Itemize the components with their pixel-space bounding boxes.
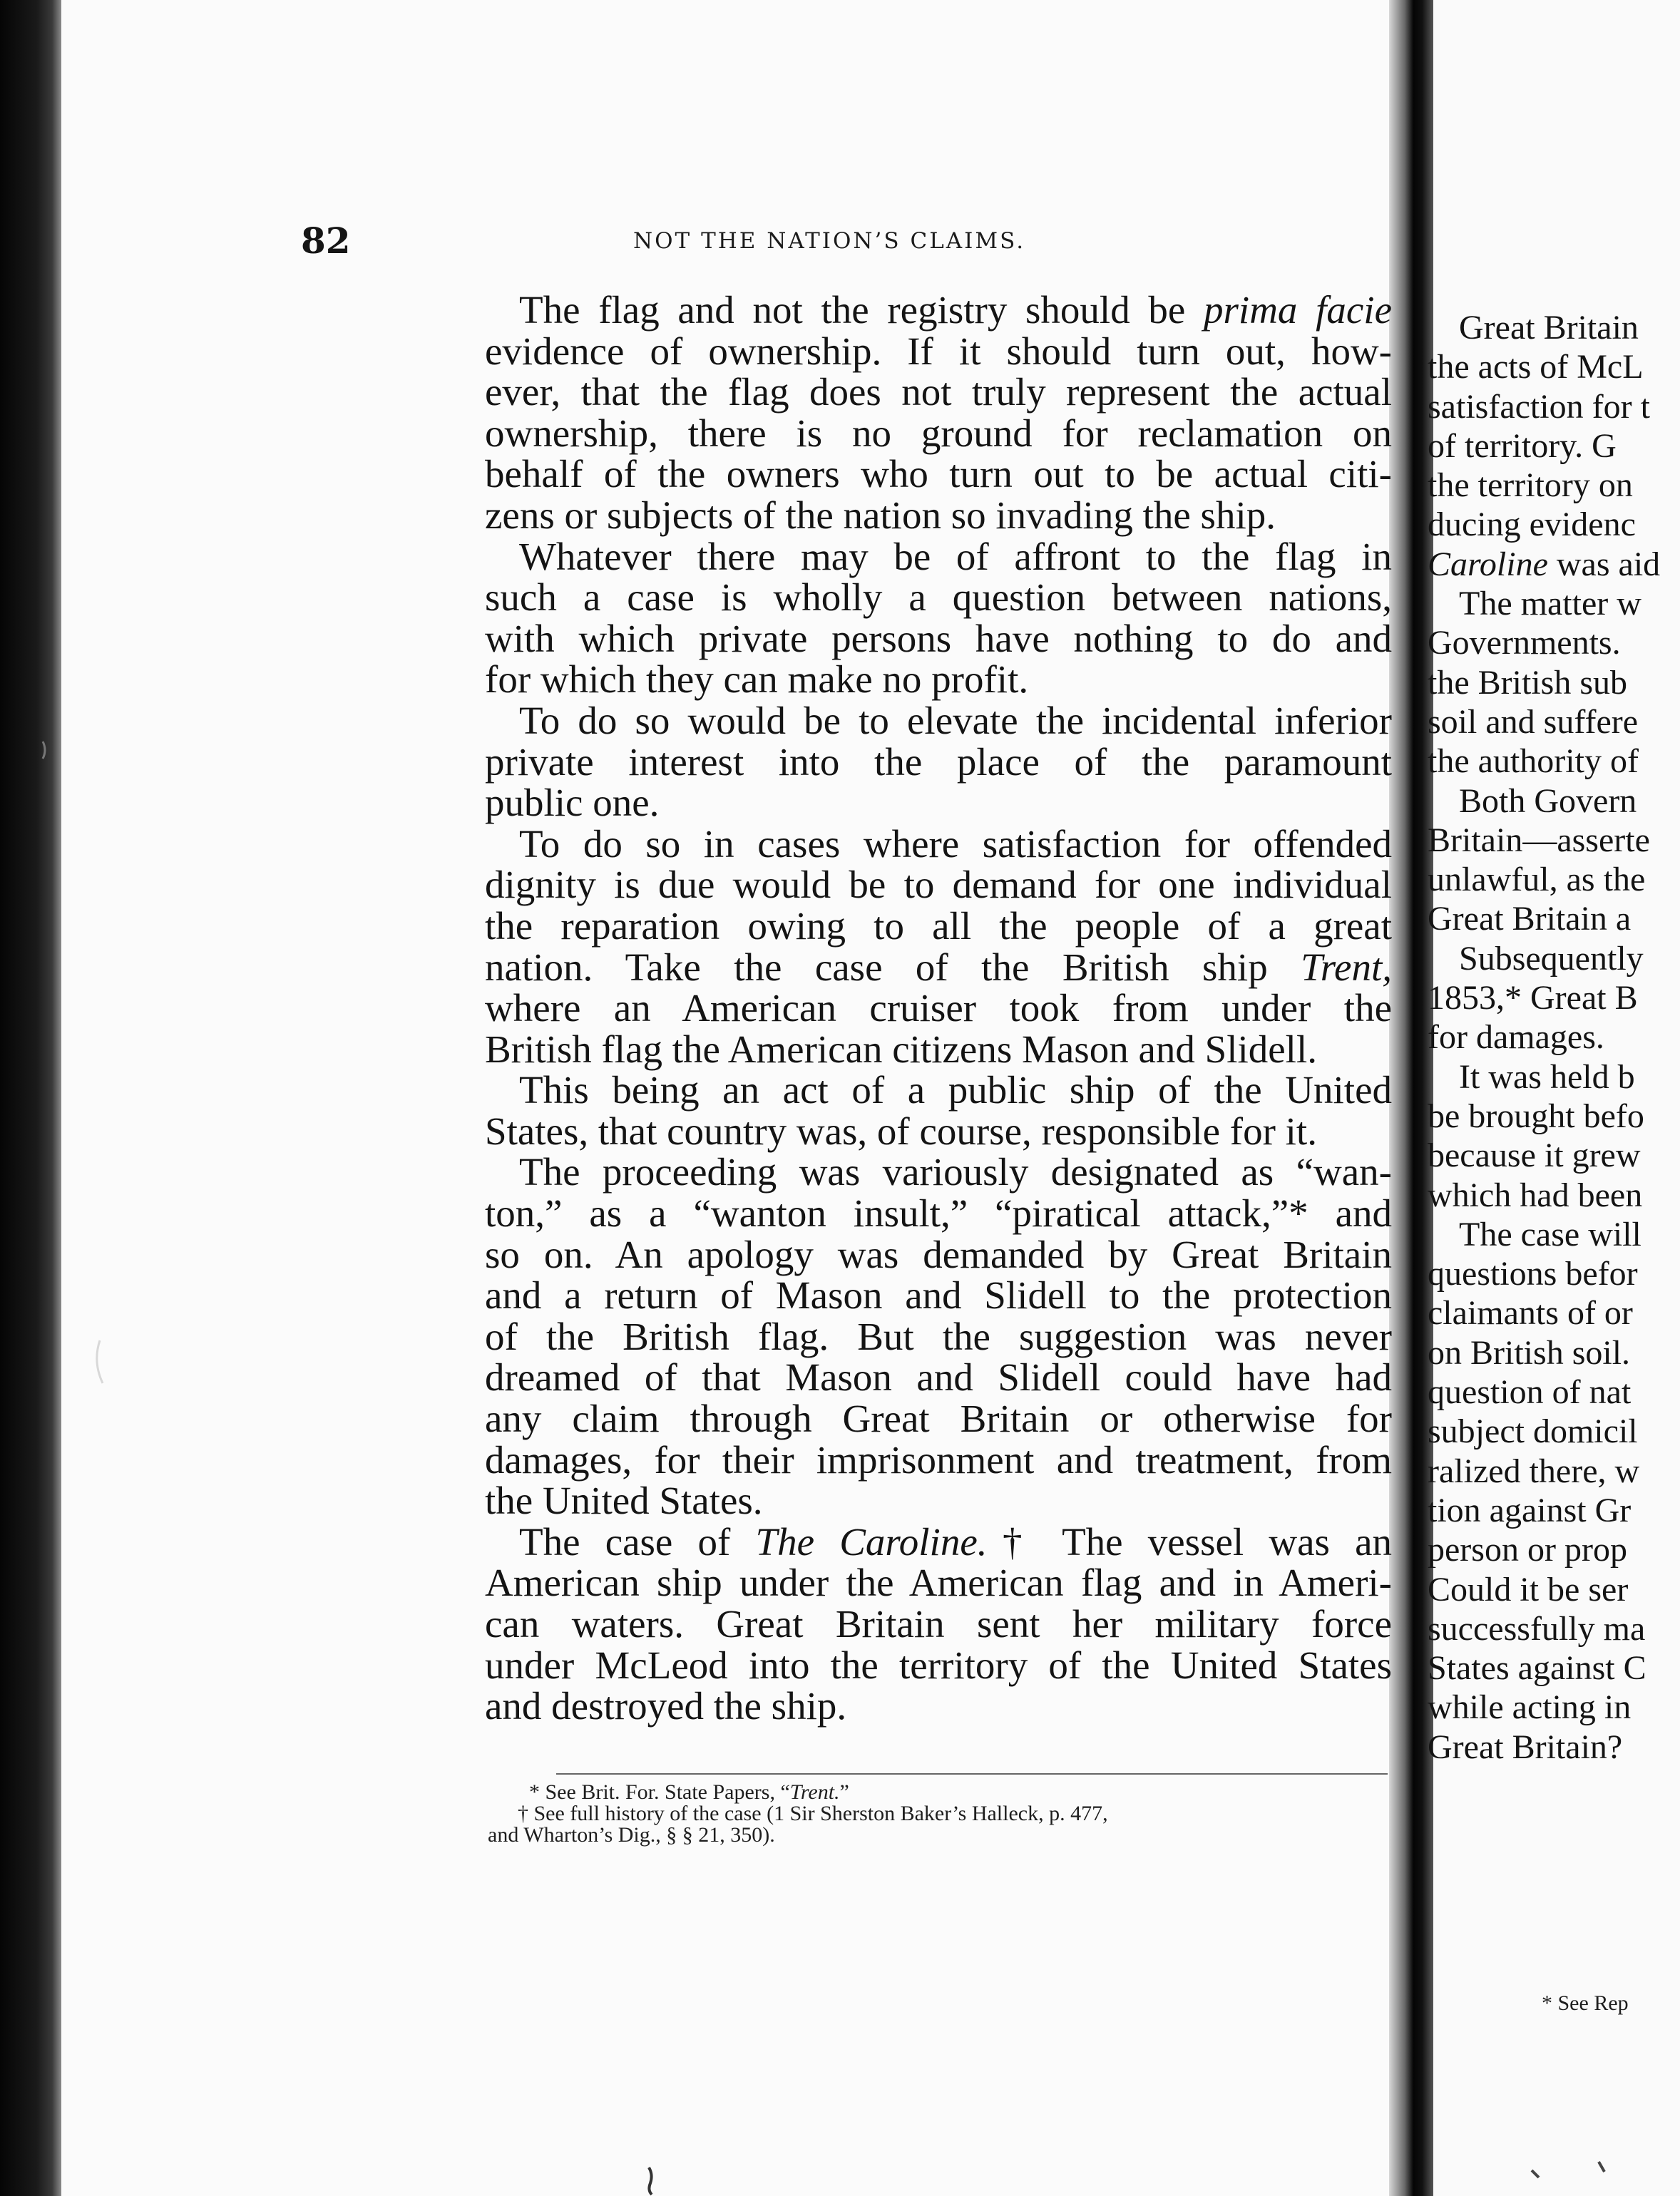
right-line <box>1428 426 1680 466</box>
page-number: 82 <box>301 220 351 262</box>
right-line <box>1428 1293 1680 1333</box>
right-line <box>1428 702 1680 742</box>
right-line-italic: Caroline <box>1428 545 1548 583</box>
right-line <box>1428 466 1680 505</box>
body-line-text: of the British flag. But the suggestion was never <box>485 1314 1392 1358</box>
right-line <box>1428 1372 1680 1412</box>
right-line-text: of territory. G <box>1428 426 1617 465</box>
body-line-text: for which they can make no profit. <box>485 657 1029 702</box>
body-line-text: nation. Take the case of the British ship <box>485 945 1301 989</box>
footnote-1 <box>488 1782 1392 1803</box>
facing-page-footnote: * See Rep <box>1542 1991 1629 2015</box>
body-line <box>485 413 1392 454</box>
right-line <box>1428 505 1680 544</box>
right-line-text: the authority of <box>1428 742 1639 781</box>
right-line <box>1428 1333 1680 1372</box>
right-line <box>1428 1254 1680 1293</box>
body-line <box>485 1193 1392 1234</box>
right-line-text: Both Govern <box>1459 781 1637 820</box>
body-line-text: ton,” as a “wanton insult,” “piratical attack,”* and <box>485 1191 1392 1236</box>
footnotes <box>488 1782 1392 1846</box>
right-line <box>1428 1412 1680 1451</box>
body-line-text: so on. An apology was demanded by Great Britain <box>485 1232 1392 1276</box>
body-line-text: The proceeding was variously designated as “wan- <box>519 1150 1392 1194</box>
right-line-text: Great Britain <box>1459 309 1639 347</box>
footnote-2-line-2: and Wharton’s Dig., § § 21, 350). <box>488 1823 775 1847</box>
right-line <box>1428 1176 1680 1215</box>
body-line <box>485 1519 1392 1564</box>
right-line <box>1428 1017 1680 1057</box>
right-line <box>1428 1570 1680 1609</box>
right-line-text: satisfaction for t <box>1428 387 1650 426</box>
right-line <box>1428 742 1680 781</box>
body-line-text: with which private persons have nothing to do and <box>485 616 1392 660</box>
right-line <box>1428 623 1680 662</box>
body-line-text: such a case is wholly a question between nations, <box>485 575 1392 620</box>
right-line-text: The case will <box>1459 1215 1641 1253</box>
body-line-text: and destroyed the ship. <box>485 1684 847 1728</box>
right-line <box>1428 1097 1680 1136</box>
page-header <box>301 220 1392 262</box>
right-line-text: Great Britain? <box>1428 1728 1623 1766</box>
footnote-1-suffix: ” <box>839 1780 849 1804</box>
body-line-text: can waters. Great Britain sent her military force <box>485 1602 1392 1646</box>
body-line <box>485 821 1392 866</box>
right-line-text: successfully ma <box>1428 1609 1646 1648</box>
right-line-text: because it grew <box>1428 1137 1641 1175</box>
body-line-text: any claim through Great Britain or otherwise for <box>485 1397 1392 1441</box>
right-line <box>1428 1057 1680 1097</box>
body-line-text: The flag and not the registry should be <box>519 288 1204 332</box>
right-line <box>1428 978 1680 1017</box>
right-line-text-cont: was aid <box>1547 545 1661 583</box>
right-line <box>1428 1648 1680 1688</box>
body-line-text: The case of <box>519 1519 756 1564</box>
body-line-text: public one. <box>485 781 660 825</box>
body-line <box>485 536 1392 578</box>
body-line <box>485 1480 1392 1522</box>
footnote-2-line-1: † See full history of the case (1 Sir Sherston Baker’s Halleck, p. 477, <box>518 1802 1108 1825</box>
right-line-text: while acting in <box>1428 1688 1632 1727</box>
body-line-text: where an American cruiser took from under the <box>485 986 1392 1030</box>
right-line-text: questions befor <box>1428 1255 1638 1293</box>
body-line-text: To do so in cases where satisfaction for offended <box>519 821 1392 866</box>
body-line-text: British flag the American citizens Mason and Slidell. <box>485 1027 1317 1071</box>
body-line <box>485 1111 1392 1152</box>
body-line <box>485 1029 1392 1070</box>
body-line <box>485 739 1392 784</box>
body-line-text-cont: † The vessel was an <box>987 1519 1392 1564</box>
body-line <box>485 1562 1392 1604</box>
right-line-text: Great Britain a <box>1428 900 1632 938</box>
right-line-text: tion against Gr <box>1428 1491 1632 1529</box>
right-line <box>1428 387 1680 426</box>
right-line <box>1428 1728 1680 1767</box>
right-line-text: claimants of or <box>1428 1294 1633 1333</box>
body-line-text: ownership, there is no ground for reclamation on <box>485 411 1392 455</box>
body-line-text: dignity is due would be to demand for one individual <box>485 863 1392 907</box>
right-line <box>1428 1491 1680 1530</box>
right-line-text: which had been <box>1428 1176 1643 1214</box>
body-line-text: evidence of ownership. If it should turn out, how- <box>485 329 1392 373</box>
body-line <box>485 1357 1392 1398</box>
body-line <box>485 331 1392 372</box>
right-line <box>1428 663 1680 702</box>
body-line <box>485 1069 1392 1111</box>
right-line-text: Governments. <box>1428 624 1621 662</box>
right-line-text: the British sub <box>1428 663 1628 702</box>
right-line-text: person or prop <box>1428 1531 1627 1569</box>
body-line-text: American ship under the American flag and in Ameri- <box>485 1561 1392 1605</box>
body-line <box>485 453 1392 495</box>
body-line-text: States, that country was, of course, responsible for it. <box>485 1109 1317 1153</box>
body-line-italic: The Caroline. <box>755 1519 988 1564</box>
body-line-text: the United States. <box>485 1479 763 1523</box>
right-line <box>1428 1609 1680 1648</box>
right-line <box>1428 821 1680 860</box>
body-line-text: dreamed of that Mason and Slidell could have had <box>485 1355 1392 1400</box>
right-line <box>1428 860 1680 899</box>
body-line-text: This being an act of a public ship of the United <box>519 1068 1392 1112</box>
body-line-text: and a return of Mason and Slidell to the protection <box>485 1273 1392 1318</box>
body-line-italic: Trent, <box>1301 945 1392 989</box>
body-line-text: To do so would be to elevate the incidental inferior <box>519 698 1392 742</box>
right-line-text: ralized there, w <box>1428 1452 1640 1490</box>
body-line <box>485 618 1392 660</box>
right-line <box>1428 899 1680 938</box>
body-line <box>485 1398 1392 1440</box>
body-line-text: under McLeod into the territory of the United States <box>485 1643 1392 1687</box>
body-line <box>485 659 1392 700</box>
facing-page-text <box>1428 308 1680 1767</box>
body-line <box>485 1151 1392 1193</box>
body-line-italic: prima facie <box>1204 288 1392 332</box>
body-line <box>485 289 1392 331</box>
main-body-text <box>485 289 1392 1727</box>
body-line <box>485 371 1392 413</box>
book-spine-gutter <box>1389 0 1433 2196</box>
right-line <box>1428 939 1680 978</box>
footnote-1-prefix: * See Brit. For. State Papers, “ <box>529 1780 790 1804</box>
right-line <box>1428 308 1680 347</box>
right-line <box>1428 1688 1680 1727</box>
body-line <box>485 1645 1392 1686</box>
body-line-text: behalf of the owners who turn out to be actual citi- <box>485 452 1392 496</box>
right-line <box>1428 1530 1680 1569</box>
right-line-text: Subsequently <box>1459 939 1644 978</box>
body-line <box>485 1234 1392 1276</box>
right-line <box>1428 347 1680 386</box>
right-line-text: for damages. <box>1428 1018 1604 1057</box>
right-line <box>1428 1215 1680 1254</box>
right-line <box>1428 1452 1680 1491</box>
body-line <box>485 700 1392 742</box>
right-line <box>1428 1136 1680 1175</box>
body-line-text: damages, for their imprisonment and treatment, from <box>485 1437 1392 1482</box>
body-line-text: the reparation owing to all the people of a great <box>485 903 1392 948</box>
right-line-text: The matter w <box>1459 585 1641 623</box>
right-line-text: ducing evidenc <box>1428 506 1636 544</box>
body-line <box>485 1316 1392 1358</box>
right-line-text: States against C <box>1428 1649 1646 1688</box>
footnote-1-italic: Trent. <box>789 1780 840 1804</box>
body-line <box>485 577 1392 618</box>
body-line <box>485 782 1392 824</box>
right-line-text: Could it be ser <box>1428 1570 1629 1608</box>
body-line <box>485 947 1392 988</box>
right-line-text: 1853,* Great B <box>1428 979 1638 1017</box>
right-line-text: It was held b <box>1459 1057 1635 1096</box>
running-head: NOT THE NATION’S CLAIMS. <box>633 228 1026 254</box>
scanner-edge-shadow <box>0 0 61 2196</box>
right-line <box>1428 545 1680 584</box>
right-line-text: subject domicil <box>1428 1412 1638 1451</box>
right-line-text: Britain—asserte <box>1428 821 1650 859</box>
right-line-text: the territory on <box>1428 466 1633 505</box>
body-line-text: zens or subjects of the nation so invading the ship. <box>485 493 1276 537</box>
footnote-rule <box>556 1773 1388 1775</box>
body-line <box>485 1437 1392 1482</box>
right-line-text: be brought befo <box>1428 1097 1644 1135</box>
body-line <box>485 495 1392 536</box>
body-line-text: Whatever there may be of affront to the flag in <box>519 534 1392 578</box>
right-line <box>1428 584 1680 623</box>
body-line-text: private interest into the place of the paramount <box>485 739 1392 784</box>
body-line-text: ever, that the flag does not truly represent the actual <box>485 370 1392 414</box>
body-line <box>485 1604 1392 1645</box>
right-line-text: on British soil. <box>1428 1333 1631 1372</box>
body-line <box>485 905 1392 947</box>
body-line <box>485 987 1392 1029</box>
right-line-text: soil and suffere <box>1428 702 1639 741</box>
body-line <box>485 1275 1392 1316</box>
right-line-text: the acts of McL <box>1428 348 1644 386</box>
right-line <box>1428 781 1680 821</box>
body-line <box>485 864 1392 905</box>
right-line-text: question of nat <box>1428 1373 1632 1412</box>
body-line <box>485 1686 1392 1727</box>
right-line-text: unlawful, as the <box>1428 861 1646 899</box>
